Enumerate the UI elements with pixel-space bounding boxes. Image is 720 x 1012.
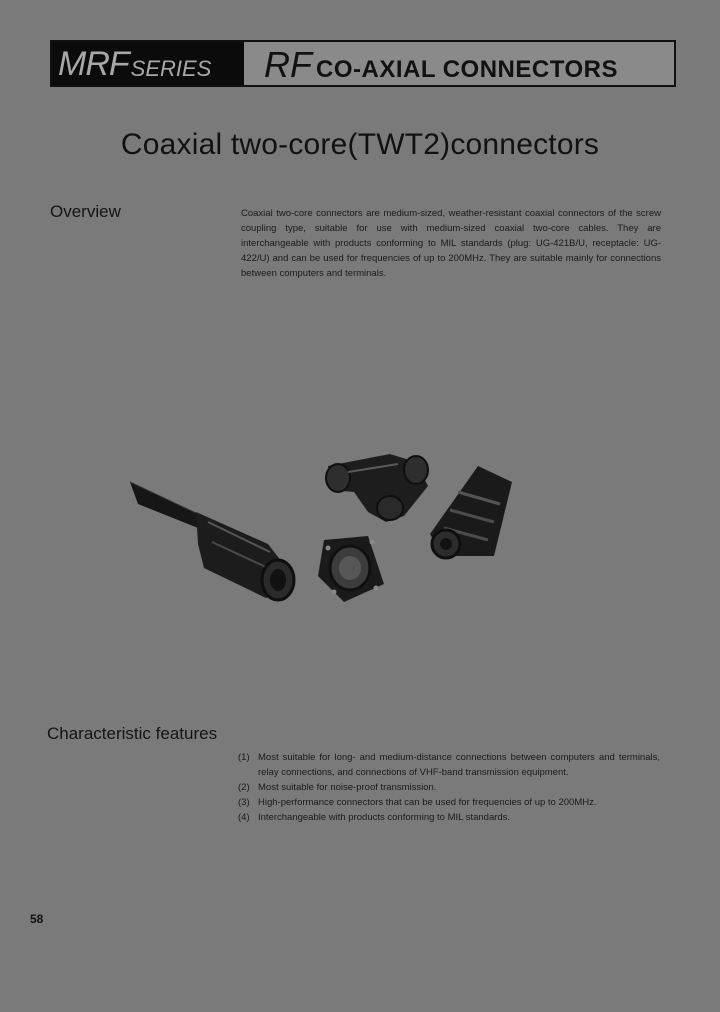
overview-paragraph: Coaxial two-core connectors are medium-sized, weather-resistant coaxial connectors of the screw coupling type, suitable for use with medium-sized coaxial two-core cables. They are interchangeable with products conforming to MIL standards (plug: UG-421B/U, receptacle: UG-422/U) and can be used for frequencies of up to 200MHz. They are suitable mainly for connections between computers and terminals. [241,208,661,279]
page-title: Coaxial two-core(TWT2)connectors [120,128,600,161]
list-item [238,780,660,795]
page-number: 58 [30,912,44,926]
item-number: (4) [238,812,250,823]
jack-connector-image [430,466,512,558]
category-code: RF [264,44,312,85]
category-label [244,42,674,85]
item-number: (3) [238,797,250,808]
category-name: CO-AXIAL CONNECTORS [316,56,618,83]
series-label [52,42,244,85]
list-item [238,750,660,780]
series-word: SERIES [130,56,212,81]
item-number: (1) [238,752,250,763]
overview-heading: Overview [50,202,121,221]
features-heading: Characteristic features [47,724,218,743]
item-text: Interchangeable with products conforming to MIL standards. [258,812,511,823]
features-list [238,750,660,825]
item-text: Most suitable for long- and medium-distance connections between computers and terminals, relay connections, and connections of VHF-band transmission equipment. [258,752,660,778]
item-text: Most suitable for noise-proof transmission. [258,782,437,793]
cable-image [130,482,208,532]
series-code: MRF [58,45,129,83]
series-banner [50,40,676,87]
list-item [238,795,660,810]
item-number: (2) [238,782,250,793]
flange-receptacle-image [318,536,384,602]
angle-adapter-image [326,454,428,522]
item-text: High-performance connectors that can be used for frequencies of up to 200MHz. [258,797,597,808]
connector-photo [128,452,528,614]
list-item [238,810,660,825]
plug-connector-image [196,512,294,600]
